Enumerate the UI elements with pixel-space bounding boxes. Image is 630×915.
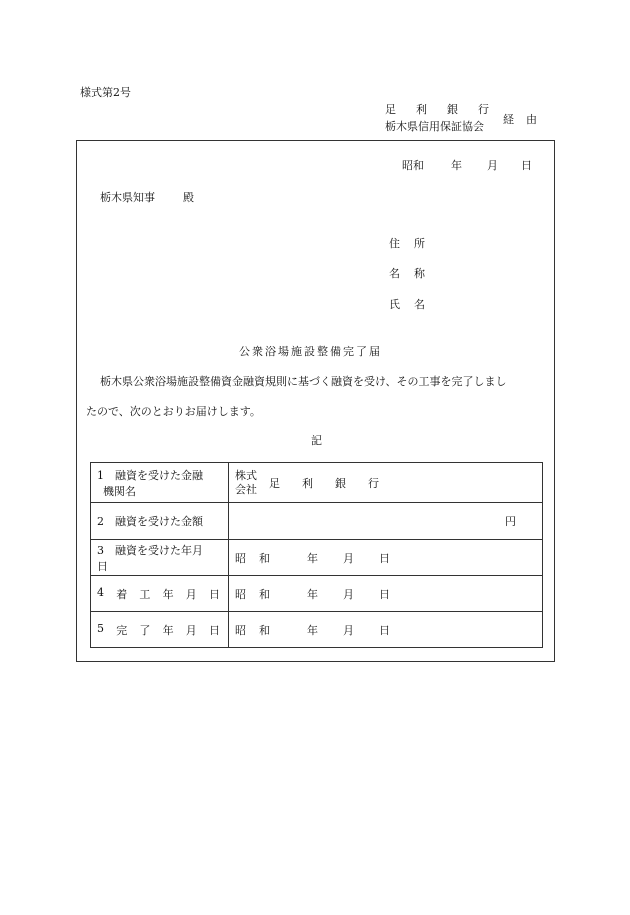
row2-yen: 円 — [505, 515, 516, 528]
items-table — [90, 462, 543, 648]
row5-era-char: 和 — [259, 623, 270, 637]
row4-label — [91, 576, 229, 612]
row5-label-char: 日 — [208, 623, 220, 637]
addressee-honorific: 殿 — [183, 191, 194, 204]
row5-label-char: 月 — [185, 623, 197, 637]
applicant-address-char: 住 — [389, 237, 400, 250]
ki-marker: 記 — [311, 434, 322, 447]
routing-guarantee-association: 栃木県信用保証協会 — [385, 120, 484, 133]
row3-label-line2: 日 — [97, 559, 108, 573]
row4-era-char: 昭 — [235, 587, 246, 601]
applicant-address-label — [389, 235, 425, 251]
applicant-address-char: 所 — [414, 237, 425, 250]
row4-month: 月 — [343, 587, 354, 601]
document-title: 公衆浴場施設整備完了届 — [239, 345, 382, 358]
row1-label — [91, 463, 229, 503]
row1-bank-char: 足 — [269, 476, 280, 490]
row3-value — [229, 540, 543, 576]
applicant-person-char: 氏 — [389, 298, 400, 311]
routing-bank-char: 行 — [478, 103, 489, 116]
form-number: 様式第2号 — [80, 86, 131, 99]
date-year: 年 — [451, 159, 462, 172]
row1-bank-name — [269, 475, 379, 491]
routing-bank-char: 利 — [416, 103, 427, 116]
routing-via-char: 経 — [503, 113, 514, 126]
row5-era-char: 昭 — [235, 623, 246, 637]
row3-month: 月 — [343, 551, 354, 565]
routing-bank-char: 銀 — [447, 103, 458, 116]
applicant-person-char: 名 — [414, 298, 425, 311]
body-line-1: 栃木県公衆浴場施設整備資金融資規則に基づく融資を受け、その工事を完了しまし — [100, 375, 507, 388]
applicant-person-label — [389, 296, 425, 312]
row1-kabushiki: 株式 — [235, 468, 257, 482]
row3-day: 日 — [379, 551, 390, 565]
row4-label-char: 日 — [208, 587, 220, 601]
row1-value — [229, 463, 543, 503]
row1-bank-char: 銀 — [335, 476, 346, 490]
row2-value — [229, 503, 543, 540]
routing-via-char: 由 — [526, 113, 537, 126]
row5-label-char: 年 — [162, 623, 174, 637]
row1-bank-char: 利 — [302, 476, 313, 490]
row4-number: 4 — [97, 585, 104, 599]
row5-label-char: 完 — [116, 623, 128, 637]
row5-month: 月 — [343, 623, 354, 637]
table-row — [91, 576, 543, 612]
row3-era-char: 和 — [259, 551, 270, 565]
row5-label-char: 了 — [139, 623, 151, 637]
row5-day: 日 — [379, 623, 390, 637]
applicant-company-char: 称 — [414, 267, 425, 280]
row3-label-line1: 3 融資を受けた年月 — [97, 543, 203, 557]
row5-label — [91, 612, 229, 648]
row3-label — [91, 540, 229, 576]
routing-via — [503, 111, 537, 127]
row1-bank-char: 行 — [368, 476, 379, 490]
row3-era-char: 昭 — [235, 551, 246, 565]
table-row — [91, 463, 543, 503]
applicant-company-label — [389, 265, 425, 281]
date-month: 月 — [487, 159, 498, 172]
routing-bank — [385, 101, 489, 117]
row4-label-char: 工 — [139, 587, 151, 601]
row5-value — [229, 612, 543, 648]
applicant-company-char: 名 — [389, 267, 400, 280]
routing-bank-char: 足 — [385, 103, 396, 116]
row5-number: 5 — [97, 621, 104, 635]
row4-value — [229, 576, 543, 612]
row1-label-line1: 1 融資を受けた金融 — [97, 468, 203, 482]
row2-label: 2 融資を受けた金額 — [91, 503, 229, 540]
row4-era-char: 和 — [259, 587, 270, 601]
table-row — [91, 540, 543, 576]
row4-year: 年 — [307, 587, 318, 601]
row4-day: 日 — [379, 587, 390, 601]
row1-label-line2: 機関名 — [103, 484, 136, 498]
body-line-2: たので、次のとおりお届けします。 — [86, 405, 261, 418]
row4-label-char: 着 — [116, 587, 128, 601]
row3-year: 年 — [307, 551, 318, 565]
row5-year: 年 — [307, 623, 318, 637]
table-row — [91, 612, 543, 648]
date-era: 昭和 — [402, 159, 424, 172]
table-row — [91, 503, 543, 540]
row1-kaisha: 会社 — [235, 482, 257, 496]
row4-label-char: 月 — [185, 587, 197, 601]
row4-label-char: 年 — [162, 587, 174, 601]
date-day: 日 — [521, 159, 532, 172]
addressee-name: 栃木県知事 — [100, 191, 155, 204]
